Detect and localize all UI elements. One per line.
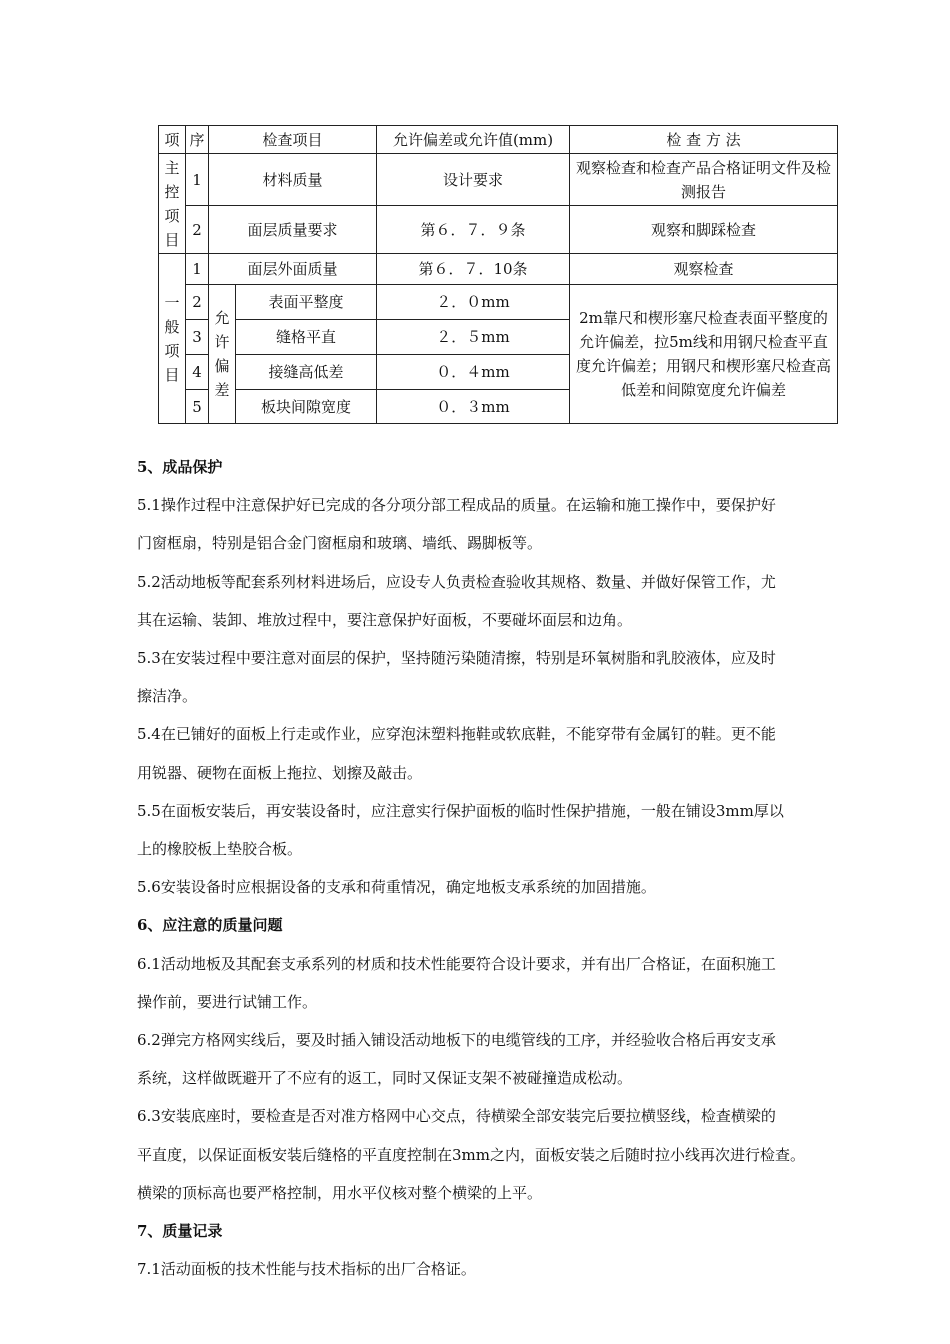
inspection-table xyxy=(158,125,838,424)
tolerance-cell: ０．４mm xyxy=(377,355,570,390)
table-header-row xyxy=(159,126,838,154)
tolerance-cell: 设计要求 xyxy=(377,154,570,206)
seq-cell: 2 xyxy=(186,206,209,254)
header-item: 检查项目 xyxy=(209,126,377,154)
paragraph-5-5: 5.5在面板安装后，再安装设备时，应注意实行保护面板的临时性保护措施，一般在铺设3mm厚以 xyxy=(137,801,784,820)
tolerance-cell: ０．３mm xyxy=(377,390,570,424)
paragraph-5-3-cont: 擦洁净。 xyxy=(137,687,198,706)
paragraph-6-2-cont: 系统，这样做既避开了不应有的返工，同时又保证支架不被碰撞造成松动。 xyxy=(137,1069,633,1088)
paragraph-6-3: 6.3安装底座时，要检查是否对准方格网中心交点，待横梁全部安装完后要拉横竖线，检查横梁的 xyxy=(137,1107,776,1126)
paragraph-6-2: 6.2弹完方格网实线后，要及时插入铺设活动地板下的电缆管线的工序，并经验收合格后再安支承 xyxy=(137,1031,776,1050)
tolerance-cell: ２．０mm xyxy=(377,285,570,320)
header-seq: 序 xyxy=(186,126,209,154)
paragraph-5-4-cont: 用锐器、硬物在面板上拖拉、划擦及敲击。 xyxy=(137,763,423,782)
item-cell: 材料质量 xyxy=(209,154,377,206)
tolerance-cell: 第６．７．10条 xyxy=(377,254,570,285)
paragraph-6-1: 6.1活动地板及其配套支承系列的材质和技术性能要符合设计要求，并有出厂合格证，在面积施工 xyxy=(137,954,776,973)
item-cell: 表面平整度 xyxy=(236,285,377,320)
seq-cell: 3 xyxy=(186,320,209,355)
item-cell: 缝格平直 xyxy=(236,320,377,355)
item-cell: 接缝高低差 xyxy=(236,355,377,390)
method-cell: 观察检查 xyxy=(570,254,838,285)
general-category-label: 一般项目 xyxy=(164,293,180,384)
paragraph-5-3: 5.3在安装过程中要注意对面层的保护，坚持随污染随清擦，特别是环氧树脂和乳胶液体，应及时 xyxy=(137,649,776,668)
section-7-title: 7、质量记录 xyxy=(137,1222,223,1241)
paragraph-6-1-cont: 操作前，要进行试铺工作。 xyxy=(137,992,318,1011)
paragraph-5-6: 5.6安装设备时应根据设备的支承和荷重情况，确定地板支承系统的加固措施。 xyxy=(137,878,656,897)
table-row xyxy=(159,254,838,285)
seq-cell: 5 xyxy=(186,390,209,424)
item-cell: 面层外面质量 xyxy=(209,254,377,285)
seq-cell: 1 xyxy=(186,254,209,285)
section-5-title: 5、成品保护 xyxy=(137,458,223,476)
body-text xyxy=(137,448,877,1288)
paragraph-5-1-cont: 门窗框扇，特别是铝合金门窗框扇和玻璃、墙纸、踢脚板等。 xyxy=(137,534,543,553)
seq-cell: 1 xyxy=(186,154,209,206)
tolerance-cell: ２．５mm xyxy=(377,320,570,355)
table-row xyxy=(159,285,838,320)
method-cell: 观察检查和检查产品合格证明文件及检测报告 xyxy=(570,154,838,206)
deviation-label: 允许偏差 xyxy=(214,309,230,399)
main-category-label: 主控项目 xyxy=(164,158,180,249)
paragraph-5-1: 5.1操作过程中注意保护好已完成的各分项分部工程成品的质量。在运输和施工操作中，要保护好 xyxy=(137,496,776,515)
main-category-cell xyxy=(159,154,186,254)
section-6-title: 6、应注意的质量问题 xyxy=(137,916,283,935)
paragraph-6-3-cont2: 横梁的顶标高也要严格控制，用水平仪核对整个横梁的上平。 xyxy=(137,1183,543,1202)
header-category: 项 xyxy=(159,126,186,154)
method-cell: 观察和脚踩检查 xyxy=(570,206,838,254)
header-tolerance: 允许偏差或允许值(mm) xyxy=(377,126,570,154)
item-cell: 面层质量要求 xyxy=(209,206,377,254)
tolerance-cell: 第６．７．９条 xyxy=(377,206,570,254)
paragraph-5-5-cont: 上的橡胶板上垫胶合板。 xyxy=(137,840,303,859)
general-category-cell xyxy=(159,254,186,424)
paragraph-5-2: 5.2活动地板等配套系列材料进场后，应设专人负责检查验收其规格、数量、并做好保管工作，尤 xyxy=(137,572,776,591)
paragraph-7-1: 7.1活动面板的技术性能与技术指标的出厂合格证。 xyxy=(137,1260,476,1279)
paragraph-6-3-cont: 平直度，以保证面板安装后缝格的平直度控制在3mm之内，面板安装之后随时拉小线再次进行检查。 xyxy=(137,1145,805,1164)
paragraph-5-4: 5.4在已铺好的面板上行走或作业，应穿泡沫塑料拖鞋或软底鞋，不能穿带有金属钉的鞋。更不能 xyxy=(137,725,776,744)
paragraph-5-2-cont: 其在运输、装卸、堆放过程中，要注意保护好面板，不要碰坏面层和边角。 xyxy=(137,610,633,629)
table-row xyxy=(159,154,838,206)
table-row xyxy=(159,206,838,254)
deviation-method-cell: 2m靠尺和楔形塞尺检查表面平整度的允许偏差，拉5m线和用钢尺检查平直度允许偏差；用钢尺和楔形塞尺检查高低差和间隙宽度允许偏差 xyxy=(570,285,838,424)
seq-cell: 4 xyxy=(186,355,209,390)
header-method: 检 查 方 法 xyxy=(570,126,838,154)
deviation-label-cell xyxy=(209,285,236,424)
seq-cell: 2 xyxy=(186,285,209,320)
item-cell: 板块间隙宽度 xyxy=(236,390,377,424)
